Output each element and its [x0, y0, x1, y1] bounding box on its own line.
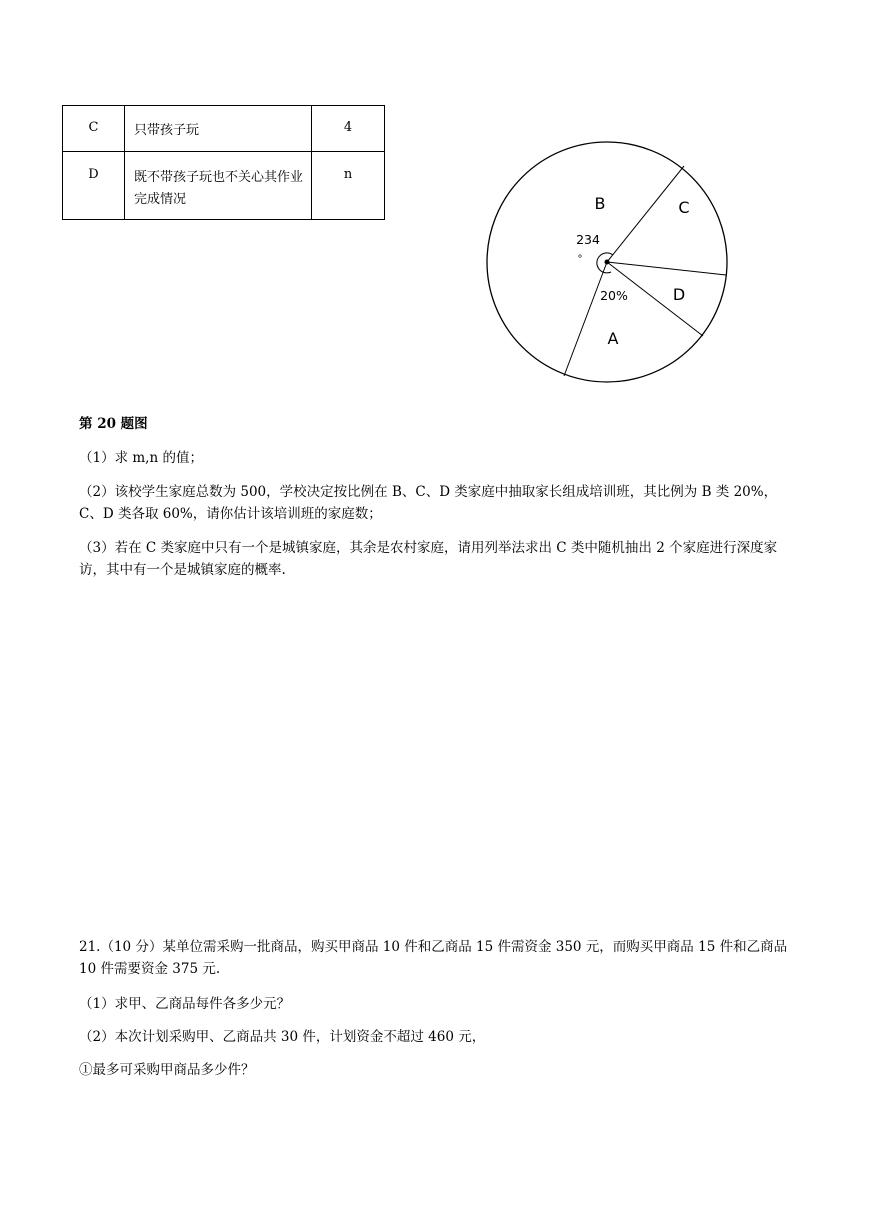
category-code: C: [63, 106, 125, 152]
pie-label-d: D: [672, 285, 686, 304]
degree-mark: °: [577, 254, 583, 265]
pie-chart-figure: [480, 135, 740, 395]
pie-divider-bc: [607, 166, 684, 262]
pie-center: [605, 260, 610, 265]
q20-part3: （3）若在 C 类家庭中只有一个是城镇家庭，其余是农村家庭，请用列举法求出 C 类中随机抽出 2 个家庭进行深度家访，其中有一个是城镇家庭的概率.: [79, 540, 778, 578]
pie-label-a: A: [607, 329, 619, 348]
percent-label: 20%: [600, 288, 628, 303]
figure-caption: 第 20 题图: [79, 416, 148, 432]
category-table: [62, 105, 385, 220]
pie-divider-ab: [564, 262, 607, 376]
table-row: [63, 152, 385, 220]
pie-label-b: B: [594, 194, 606, 213]
q21-part1: （1）求甲、乙商品每件各多少元？: [79, 996, 291, 1012]
category-value: 4: [312, 106, 385, 152]
table-row: [63, 106, 385, 152]
pie-label-c: C: [678, 198, 690, 217]
q21-stem: 21.（10 分）某单位需采购一批商品，购买甲商品 10 件和乙商品 15 件需资金 350 元，而购买甲商品 15 件和乙商品 10 件需要资金 375 元.: [79, 939, 788, 977]
pie-divider-cd: [607, 262, 726, 275]
angle-label: 234: [576, 232, 600, 247]
q21-sub1: ①最多可采购甲商品多少件？: [79, 1062, 255, 1078]
category-description: 只带孩子玩: [125, 106, 312, 152]
q20-part1: （1）求 m,n 的值；: [79, 450, 203, 466]
category-value: n: [312, 152, 385, 220]
q21-part2: （2）本次计划采购甲、乙商品共 30 件，计划资金不超过 460 元，: [79, 1029, 486, 1045]
q20-part2: （2）该校学生家庭总数为 500，学校决定按比例在 B、C、D 类家庭中抽取家长组成培训班，其比例为 B 类 20%，C、D 类各取 60%，请你估计该培训班的家庭数；: [79, 484, 778, 522]
category-description: 既不带孩子玩也不关心其作业完成情况: [125, 152, 312, 220]
category-code: D: [63, 152, 125, 220]
